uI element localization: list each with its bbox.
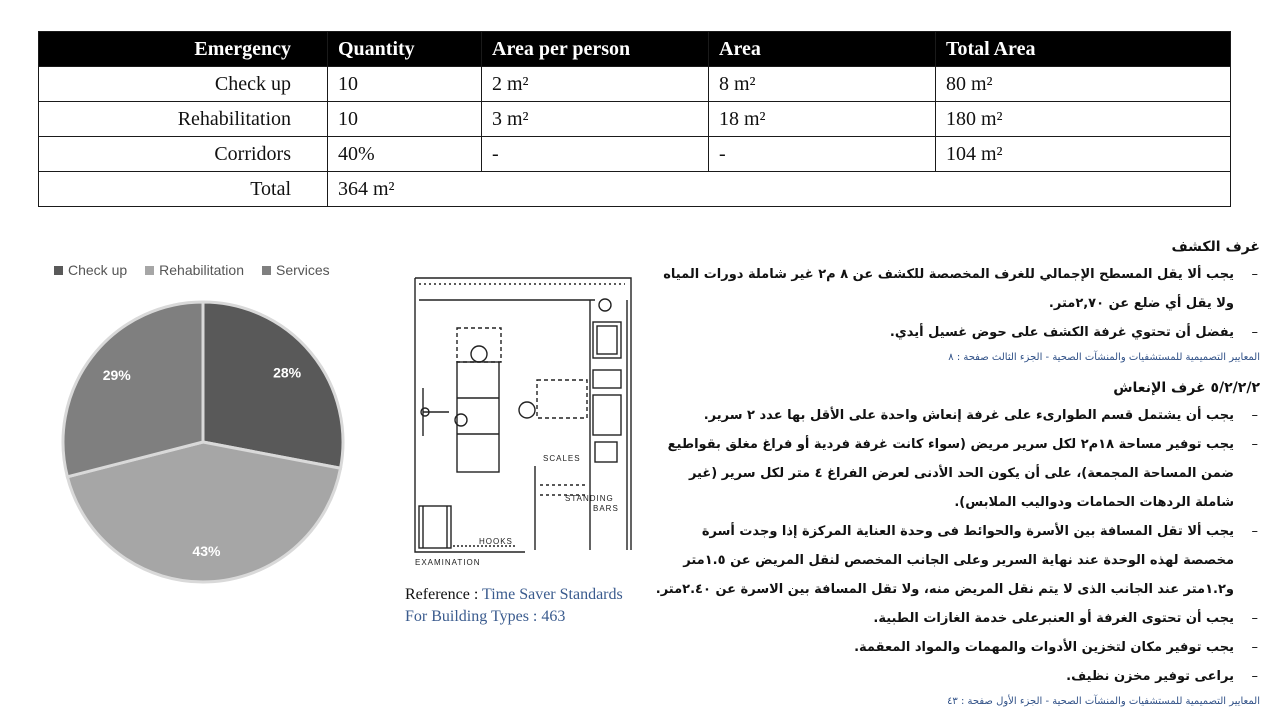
plan-label-bars: BARS [593, 504, 619, 513]
note-item: – يجب توفير مكان لتخزين الأدوات والمهمات والمواد المعقمة. [650, 633, 1260, 662]
table-cell: 2 m² [482, 67, 709, 102]
table-total-row [39, 172, 1231, 207]
table-cell: 3 m² [482, 102, 709, 137]
plan-label-standing: STANDING [565, 494, 614, 503]
legend-swatch [54, 266, 63, 275]
table-cell: 104 m² [936, 137, 1231, 172]
table-cell: - [709, 137, 936, 172]
reference-source-line1: Time Saver Standards [482, 586, 623, 603]
plan-side-table [423, 388, 449, 436]
legend-swatch [145, 266, 154, 275]
note-item: – يفضل أن تحتوي غرفة الكشف على حوض غسيل أيدي. [650, 318, 1260, 347]
plan-dashed-zone [457, 328, 501, 362]
table-cell: 80 m² [936, 67, 1231, 102]
table-cell: Rehabilitation [39, 102, 328, 137]
header-total-area: Total Area [936, 32, 1231, 67]
plan-fixture [599, 299, 611, 311]
table-cell: 10 [328, 67, 482, 102]
legend-label: Check up [68, 262, 128, 278]
legend-item-check-up [54, 262, 127, 278]
area-table [38, 31, 1231, 207]
total-label: Total [39, 172, 328, 207]
plan-label-hooks: HOOKS [479, 537, 513, 546]
legend-item-services [262, 262, 330, 278]
plan-basin-inner [597, 326, 617, 354]
header-quantity: Quantity [328, 32, 482, 67]
pie-data-label: 28% [273, 364, 302, 381]
plan-stool [471, 346, 487, 362]
plan-desk-lines [423, 506, 447, 548]
plan-stool [519, 402, 535, 418]
table-cell: Corridors [39, 137, 328, 172]
pie-slice-check-up [203, 302, 343, 468]
reference-caption [405, 584, 623, 628]
pie-legend [54, 262, 330, 278]
table-cell: Check up [39, 67, 328, 102]
header-area: Area [709, 32, 936, 67]
header-area-per-person: Area per person [482, 32, 709, 67]
reference-prefix: Reference : [405, 586, 479, 603]
section-title-resuscitation-rooms: ٥/٢/٢/٢ غرف الإنعاش [1113, 380, 1260, 396]
note-item: – يجب ألا تقل المسافة بين الأسرة والحوائط فى وحدة العناية المركزة إذا وجدت أسرة مخصصة لهذه الوحدة عند نهاية السرير وعلى الجانب المخصص لنقل المريض عن ١.٥متر و١.٢متر عند الجانب الذى لا يتم نقل المريض منه، ولا تقل المسافة بين الاسرة عن ٢.٤٠متر. [650, 517, 1260, 604]
pie-chart [0, 280, 400, 590]
table-row [39, 137, 1231, 172]
note-reference: المعايير التصميمية للمستشفيات والمنشآت الصحية - الجزء الثالث صفحة : ٨ [948, 352, 1260, 363]
note-item: – يراعى توفير مخزن نظيف. [650, 662, 1260, 691]
section-title-examination-rooms: غرف الكشف [1171, 239, 1260, 255]
design-standards-notes [650, 228, 1260, 713]
plan-couch [457, 362, 499, 472]
plan-cabinet [593, 370, 621, 388]
table-cell: 40% [328, 137, 482, 172]
legend-item-rehabilitation [145, 262, 244, 278]
examination-room-plan [405, 270, 637, 570]
table-cell: 180 m² [936, 102, 1231, 137]
table-header-row [39, 32, 1231, 67]
plan-scales [595, 442, 617, 462]
table-row [39, 102, 1231, 137]
reference-source-line2: For Building Types : 463 [405, 608, 566, 625]
total-value: 364 m² [328, 172, 1231, 207]
table-cell: 10 [328, 102, 482, 137]
note-item: – يجب أن يشتمل قسم الطوارىء على غرفة إنعاش واحدة على الأقل بها عدد ٢ سرير. [650, 401, 1260, 430]
legend-swatch [262, 266, 271, 275]
plan-desk [419, 506, 451, 548]
plan-shelf [593, 395, 621, 435]
note-item: – يجب ألا يقل المسطح الإجمالي للغرف المخصصة للكشف عن ٨ م٢ غير شاملة دورات المياه ولا يقل أي ضلع عن ٢,٧٠متر. [650, 260, 1260, 318]
table-cell: 8 m² [709, 67, 936, 102]
note-item: – يجب توفير مساحة ١٨م٢ لكل سرير مريض (سواء كانت غرفة فردية أو فراغ مغلق بقواطيع ضمن المساحة المجمعة)، على أن يكون الحد الأدنى لعرض الفراغ ٤ متر لكل سرير (غير شاملة الردهات الحمامات ودواليب الملابس). [650, 430, 1260, 517]
table-cell: - [482, 137, 709, 172]
legend-label: Services [276, 262, 330, 278]
note-reference: المعايير التصميمية للمستشفيات والمنشآت الصحية - الجزء الأول صفحة : ٤٣ [947, 696, 1260, 707]
table-row [39, 67, 1231, 102]
plan-couch-divisions [457, 398, 499, 434]
header-emergency: Emergency [39, 32, 328, 67]
pie-data-label: 29% [102, 367, 131, 384]
plan-label-examination: EXAMINATION [415, 558, 481, 567]
note-item: – يجب أن تحتوى الغرفة أو العنبرعلى خدمة الغازات الطبية. [650, 604, 1260, 633]
legend-label: Rehabilitation [159, 262, 244, 278]
pie-data-label: 43% [192, 543, 221, 560]
plan-screen [537, 380, 587, 418]
table-cell: 18 m² [709, 102, 936, 137]
plan-label-scales: SCALES [543, 454, 581, 463]
